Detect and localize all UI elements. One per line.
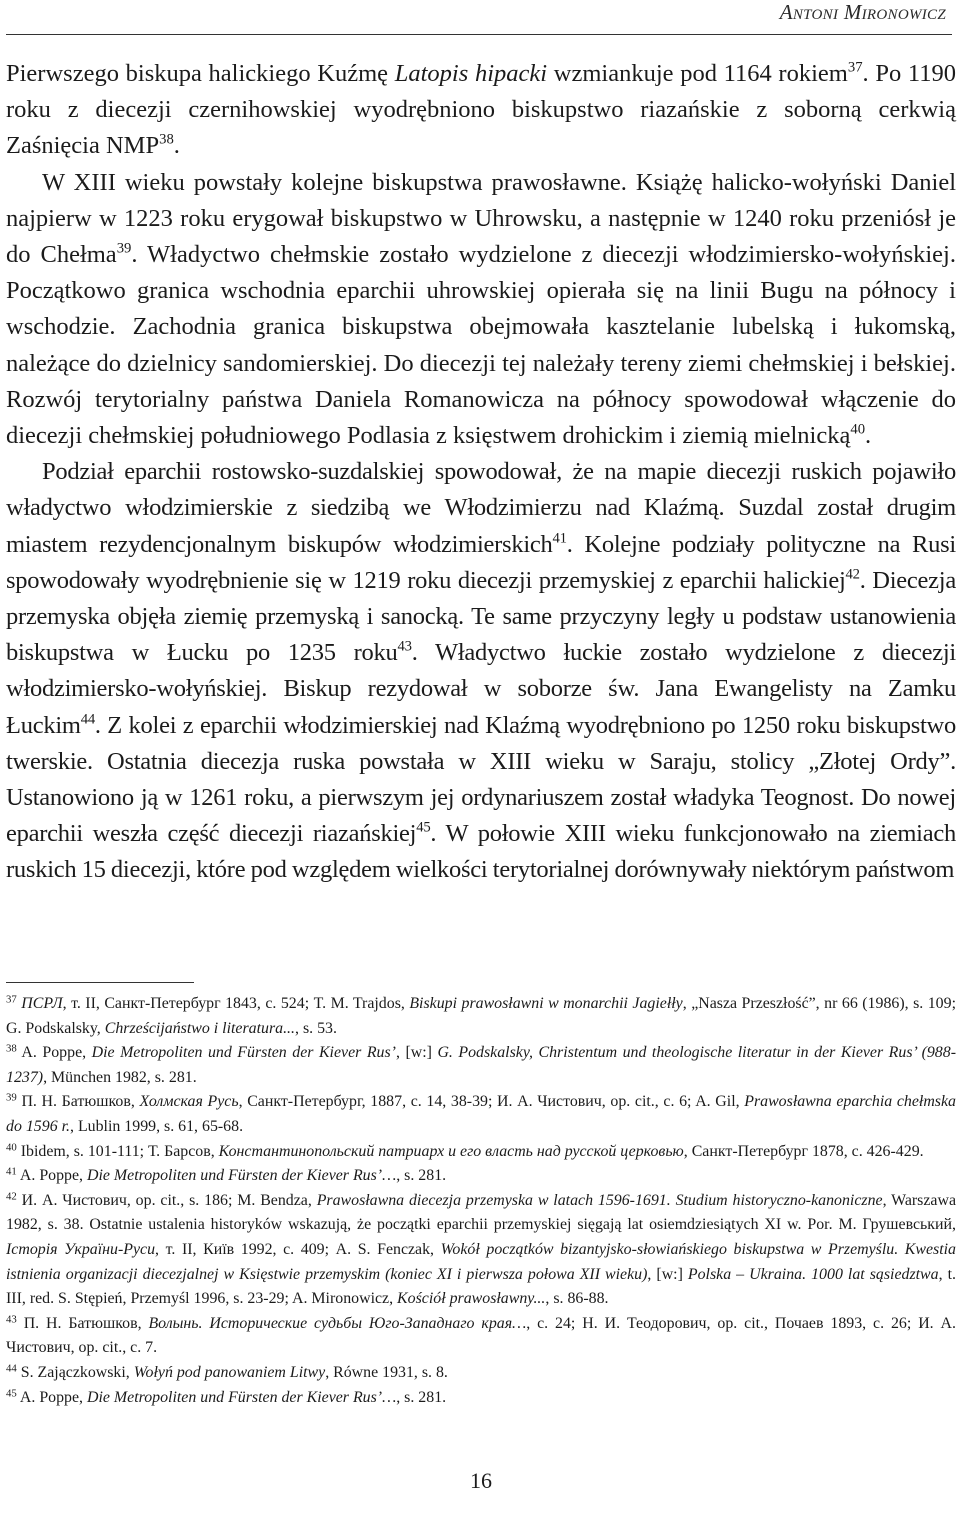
- footnote-ref: 41: [552, 530, 567, 547]
- footnote: [6, 1090, 956, 1139]
- footnote-ref: 39: [6, 1091, 17, 1104]
- text-run: , s. 53.: [295, 1019, 337, 1037]
- text-run: , с. 24; Н. И. Теодорович, op. cit., Почаев 1893, с. 26; И. А. Чистович, op. cit., c. 7.: [6, 1314, 956, 1357]
- text-run: .: [865, 422, 872, 450]
- text-run: , [w:]: [647, 1265, 688, 1283]
- body-text: [6, 56, 956, 889]
- text-run: , т. II, Київ 1992, с. 409; A. S. Fenczak,: [155, 1240, 441, 1258]
- text-run: , s. 86-88.: [545, 1290, 609, 1308]
- footnote-ref: 43: [397, 638, 412, 655]
- text-run: П. Н. Батюшков,: [16, 1314, 149, 1332]
- footnote: [6, 1361, 956, 1386]
- italic-text: Wokół początków bizantyjsko-słowiańskiego biskupstwa w Przemyślu. Kwestia istnienia organizacji diecezjalnej w Księstwie przemyskim (koniec XI i pierwsza połowa XII wieku): [6, 1240, 957, 1283]
- header-rule: [6, 34, 952, 35]
- footnote-ref: 42: [6, 1190, 17, 1203]
- text-run: S. Zajączkowski,: [16, 1363, 134, 1381]
- text-run: . Po 1190 roku z diecezji czernihowskiej wyodrębniono biskupstwo riazańskie z soborną cerkwią Zaśnięcia NMP: [6, 60, 957, 160]
- text-run: И. А. Чистович, op. cit., s. 186; M. Bendza,: [16, 1191, 317, 1209]
- text-run: П. Н. Батюшков,: [16, 1093, 140, 1111]
- italic-text: Die Metropoliten und Fürsten der Kiever Rus’…: [87, 1388, 397, 1406]
- footnote-ref: 41: [6, 1165, 17, 1178]
- italic-text: Константинопольский патриарх и его власть над русской церковью: [218, 1142, 684, 1160]
- italic-text: Latopis hipacki: [394, 60, 548, 87]
- text-run: W XIII wieku powstały kolejne biskupstwa prawosławne. Książę halicko-wołyński Daniel najpierw w 1223 roku erygował biskupstwo w Uhrowsku, a następnie w 1240 roku przeniósł je do Chełma: [6, 168, 956, 269]
- text-run: . Władyctwo łuckie zostało wydzielone z diecezji włodzimiersko-wołyńskiej. Biskup rezydował w soborze św. Jana Ewangelisty na Zamku Łuckim: [6, 639, 956, 739]
- italic-text: Prawosławna diecezja przemyska w latach 1596-1691. Studium historyczno-kanoniczne: [316, 1191, 883, 1209]
- italic-text: Die Metropoliten und Fürsten der Kiever Rus’…: [87, 1167, 397, 1185]
- paragraph: [6, 56, 956, 165]
- footnote: [6, 1189, 956, 1312]
- footnote: [6, 1312, 956, 1361]
- italic-text: Wołyń pod panowaniem Litwy: [133, 1363, 326, 1381]
- text-run: , s. 281.: [396, 1167, 447, 1185]
- text-run: . Z kolei z eparchii włodzimierskiej nad Klaźmą wyodrębniono po 1250 roku biskupstwo twerskie. Ostatnia diecezja ruska powstała w XIII wieku w Saraju, stolicy „Złotej Ordy”. Ustanowiono ją w 1261 roku, a pierwszym jej ordynariuszem został władyka Teognost. Do nowej eparchii weszła część diecezji riazańskiej: [6, 711, 956, 848]
- italic-text: Die Metropoliten und Fürsten der Kiever Rus’: [91, 1044, 396, 1062]
- text-run: , [w:]: [395, 1044, 438, 1062]
- text-run: wzmiankuje pod 1164 rokiem: [547, 60, 848, 87]
- italic-text: G. Podskalsky, Christentum und theologische literatur in der Kiever Rus’ (988-1237): [6, 1044, 956, 1086]
- text-run: , Warszawa 1982, s. 38. Ostatnie ustalenia historyków wskazują, że początki eparchii przemyskiej sięgają lat osiemdziesiątych XI w. Por. M. Грушевський,: [6, 1191, 956, 1234]
- text-run: , t. III, red. S. Stępień, Przemyśl 1996, s. 23-29; A. Mironowicz,: [6, 1265, 956, 1308]
- footnotes: [6, 992, 956, 1410]
- italic-text: Prawosławna eparchia chełmska do 1596 r.: [6, 1093, 956, 1135]
- text-run: Ibidem, s. 101-111; Т. Барсов,: [16, 1142, 219, 1160]
- footnote-ref: 38: [159, 131, 174, 148]
- paragraph: [6, 454, 956, 888]
- footnote: [6, 1164, 956, 1189]
- footnote-ref: 37: [847, 59, 863, 76]
- running-header: Antoni Mironowicz: [779, 0, 946, 24]
- footnote-ref: 45: [6, 1387, 17, 1400]
- italic-text: Biskupi prawosławni w monarchii Jagiełły: [409, 995, 683, 1012]
- text-run: A. Poppe,: [16, 1388, 87, 1406]
- footnote: [6, 992, 956, 1041]
- text-run: , „Nasza Przeszłość”, nr 66 (1986), s. 109; G. Podskalsky,: [6, 995, 956, 1037]
- italic-text: Polska – Ukraina. 1000 lat sąsiedztwa: [687, 1265, 939, 1283]
- footnote: [6, 1140, 956, 1165]
- italic-text: Волынь. Исторические судьбы Юго-Западнаго края…: [148, 1314, 527, 1332]
- footnote-ref: 37: [6, 993, 17, 1006]
- italic-text: Холмская Русь: [139, 1093, 239, 1111]
- book-page: [6, 0, 956, 1517]
- italic-text: Історія України-Руси: [6, 1240, 156, 1258]
- text-run: Podział eparchii rostowsko-suzdalskiej spowodował, że na mapie diecezji ruskich pojawiło władyctwo włodzimierskie z siedzibą we Włodzimierzu nad Klaźmą. Suzdal został drugim miastem rezydencjonalnym biskupów włodzimierskich: [6, 458, 956, 558]
- italic-text: ПСРЛ: [21, 995, 63, 1012]
- footnote-ref: 44: [80, 711, 95, 728]
- text-run: . Kolejne podziały polityczne na Rusi spowodowały wyodrębnienie się w 1219 roku diecezji przemyskiej z eparchii halickiej: [6, 530, 956, 594]
- text-run: . Władyctwo chełmskie zostało wydzielone z diecezji włodzimiersko-wołyńskiej. Początkowo granica wschodnia eparchii uhrowskiej opierała się na linii Bugu na północy i wschodzie. Zachodnia granica biskupstwa obejmowała kasztelanie lubelską i łukomską, należące do dzielnicy sandomierskiej. Do diecezji tej należały tereny ziemi chełmskiej i bełskiej. Rozwój terytorialny państwa Daniela Romanowicza na północy spowodował włączenie do diecezji chełmskiej południowego Podlasia z księstwem drohickim i ziemią mielnicką: [6, 241, 956, 450]
- footnote-ref: 40: [850, 421, 866, 438]
- text-run: .: [173, 132, 180, 160]
- text-run: , München 1982, s. 281.: [43, 1068, 197, 1086]
- footnote-ref: 40: [6, 1141, 17, 1154]
- text-run: , Równe 1931, s. 8.: [325, 1363, 448, 1381]
- text-run: Pierwszego biskupa halickiego Kuźmę: [6, 60, 395, 87]
- paragraph: [6, 165, 956, 455]
- text-run: . W połowie XIII wieku funkcjonowało na ziemiach ruskich 15 diecezji, które pod względem wielkości terytorialnej dorównywały niektórym państwom: [6, 820, 956, 884]
- text-run: , Lublin 1999, s. 61, 65-68.: [70, 1117, 244, 1135]
- text-run: , Санкт-Петербург 1878, с. 426-429.: [683, 1142, 924, 1160]
- footnote-ref: 44: [6, 1362, 17, 1375]
- footnote-ref: 42: [845, 566, 860, 583]
- text-run: A. Poppe,: [16, 1044, 92, 1062]
- footnote-ref: 38: [6, 1042, 17, 1055]
- italic-text: Kościół prawosławny...: [397, 1290, 546, 1308]
- italic-text: Chrześcijaństwo i literatura...: [104, 1019, 295, 1037]
- text-run: , т. II, Санкт-Петербург 1843, с. 524; T. M. Trajdos,: [62, 995, 410, 1012]
- footnote-ref: 43: [6, 1313, 17, 1326]
- page-number: 16: [470, 1468, 492, 1493]
- text-run: . Diecezja przemyska objęła ziemię przemyską i sanocką. Te same przyczyny legły u podstaw ustanowienia biskupstwa w Łucku po 1235 roku: [6, 566, 956, 667]
- text-run: A. Poppe,: [16, 1167, 87, 1185]
- footnote-ref: 39: [116, 240, 132, 257]
- footnote-ref: 45: [416, 819, 431, 836]
- text-run: , s. 281.: [396, 1388, 447, 1406]
- text-run: , Санкт-Петербург, 1887, с. 14, 38-39; И. А. Чистович, op. cit., c. 6; A. Gil,: [238, 1093, 745, 1111]
- footnote-rule: [6, 982, 194, 983]
- footnote: [6, 1041, 956, 1090]
- footnote: [6, 1386, 956, 1411]
